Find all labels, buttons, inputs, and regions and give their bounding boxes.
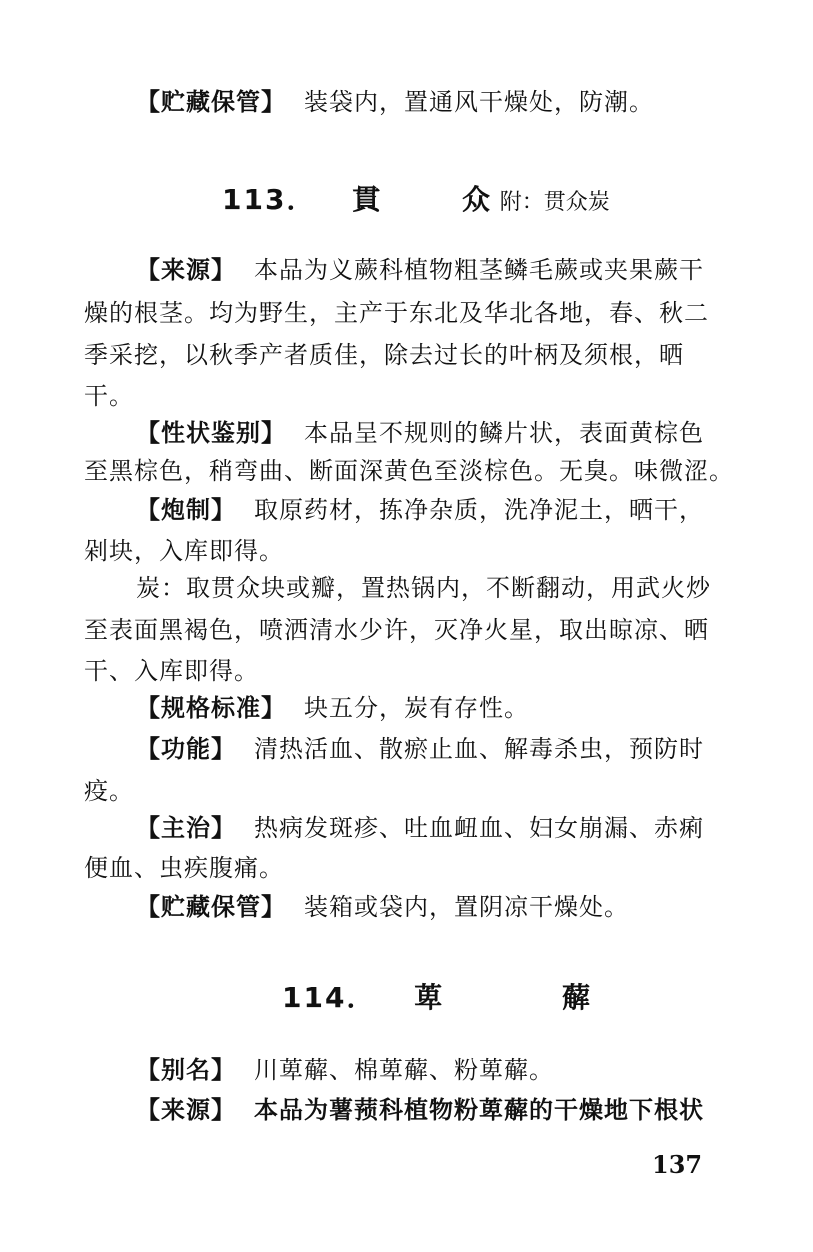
function-label: 【功能】	[136, 735, 236, 763]
identify-line	[136, 418, 760, 448]
herb-name-char-1: 貫	[352, 183, 381, 216]
source-label: 【来源】	[136, 256, 236, 284]
indication-text: 热病发斑疹、吐血衄血、妇女崩漏、赤痢	[254, 814, 704, 842]
indication-line	[136, 813, 760, 843]
spec-label: 【规格标准】	[136, 694, 286, 722]
storage-label: 【贮藏保管】	[136, 88, 286, 116]
storage-label: 【贮藏保管】	[136, 893, 286, 921]
appendix-note: 附：贯众炭	[499, 190, 610, 215]
body-line: 干。	[84, 382, 134, 410]
alias-line	[136, 1055, 760, 1085]
process-label: 【炮制】	[136, 496, 236, 524]
herb-name-char-2: 众	[461, 183, 490, 216]
herb-name-char-2: 薢	[561, 981, 590, 1014]
identify-label: 【性状鉴别】	[136, 419, 286, 447]
process-line	[136, 495, 760, 525]
source-label: 【来源】	[136, 1096, 236, 1124]
body-line: 便血、虫疾腹痛。	[84, 854, 284, 882]
section-number: 114．	[282, 981, 377, 1014]
source-text: 本品为薯蓣科植物粉萆薢的干燥地下根状	[254, 1095, 704, 1124]
storage-line	[136, 892, 760, 922]
body-line: 至黑棕色，稍弯曲、断面深黄色至淡棕色。无臭。味微涩。	[84, 457, 734, 485]
body-line: 燥的根茎。均为野生，主产于东北及华北各地，春、秋二	[84, 299, 709, 327]
herb-name-char-1: 萆	[414, 981, 443, 1014]
function-text: 清热活血、散瘀止血、解毒杀虫，预防时	[254, 735, 704, 763]
section-113-heading	[222, 182, 610, 221]
source-line	[136, 1095, 760, 1125]
storage-text: 装袋内，置通风干燥处，防潮。	[304, 88, 654, 116]
source-line	[136, 255, 760, 285]
body-line: 干、入库即得。	[84, 657, 259, 685]
section-114-heading	[282, 980, 590, 1016]
function-line	[136, 734, 760, 764]
body-line: 炭：取贯众块或瓣，置热锅内，不断翻动，用武火炒	[136, 574, 711, 602]
source-text: 本品为义蕨科植物粗茎鳞毛蕨或夹果蕨干	[254, 256, 704, 284]
process-text: 取原药材，拣净杂质，洗净泥土，晒干，	[254, 496, 704, 524]
indication-label: 【主治】	[136, 814, 236, 842]
page-number: 137	[652, 1150, 703, 1179]
alias-text: 川萆薢、棉萆薢、粉萆薢。	[254, 1056, 554, 1084]
body-line: 季采挖，以秋季产者质佳，除去过长的叶柄及须根，晒	[84, 341, 684, 369]
spec-line	[136, 693, 760, 723]
top-storage-line	[136, 87, 760, 117]
body-line: 剁块，入库即得。	[84, 537, 284, 565]
identify-text: 本品呈不规则的鳞片状，表面黄棕色	[304, 419, 704, 447]
alias-label: 【别名】	[136, 1056, 236, 1084]
storage-text: 装箱或袋内，置阴凉干燥处。	[304, 893, 629, 921]
body-line: 疫。	[84, 777, 134, 805]
section-number: 113．	[222, 183, 317, 216]
body-line: 至表面黑褐色，喷洒清水少许，灭净火星，取出晾凉、晒	[84, 616, 709, 644]
spec-text: 块五分，炭有存性。	[304, 694, 529, 722]
